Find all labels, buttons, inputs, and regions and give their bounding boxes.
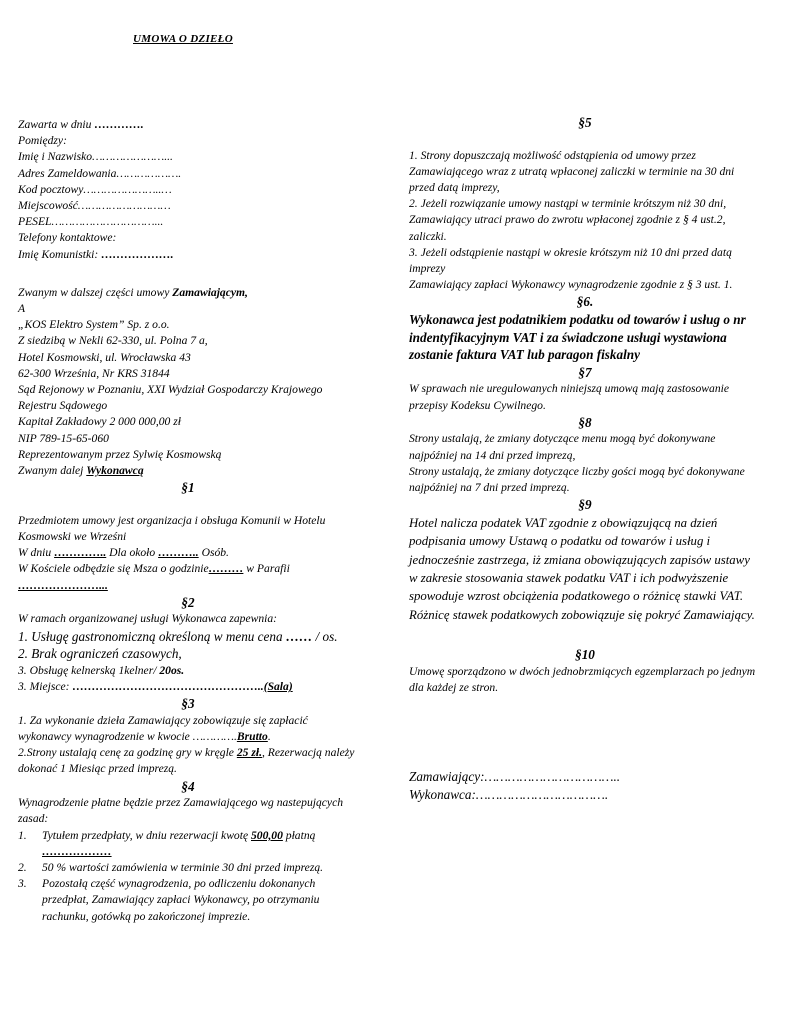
section-2-item: 1. Usługę gastronomiczną określoną w menu cena …… / os. [18, 628, 338, 644]
company-line: NIP 789-15-65-060 [18, 431, 109, 445]
right-column [409, 114, 761, 803]
section-8-para: Strony ustalają, że zmiany dotyczące menu mogą być dokonywane najpóźniej na 14 dni przed imprezą, [409, 432, 716, 462]
section-6-text: Wykonawca jest podatnikiem podatku od towarów i usług o nr indentyfikacyjnym VAT i za świadczone usługi wystawiona zostanie faktura VAT lub paragon fiskalny [409, 312, 746, 363]
header-line: Imię Komunistki: ………………. [18, 247, 174, 261]
company-line: Rejestru Sądowego [18, 399, 108, 413]
section-8-para: Strony ustalają, że zmiany dotyczące liczby gości mogą być dokonywane najpóźniej na 7 dni przed imprezą. [409, 464, 745, 494]
section-10-heading: §10 [575, 647, 595, 663]
company-line: Z siedzibą w Nekli 62-330, ul. Polna 7 a, [18, 334, 208, 348]
header-line: Imię i Nazwisko…………………... [18, 150, 173, 164]
section-9-heading: §9 [578, 497, 592, 513]
section-4-heading: §4 [181, 778, 195, 794]
section-7-text: W sprawach nie uregulowanych niniejszą umową mają zastosowanie przepisy Kodeksu Cywilnego. [409, 382, 729, 412]
left-column [18, 117, 358, 925]
document-title: UMOWA O DZIEŁO [133, 33, 233, 45]
header-line: Kod pocztowy…………………..… [18, 182, 172, 196]
section-1-heading: §1 [181, 480, 195, 496]
company-line: Sąd Rejonowy w Poznaniu, XXI Wydział Gospodarczy Krajowego [18, 383, 323, 397]
company-line: 62-300 Września, Nr KRS 31844 [18, 366, 170, 380]
company-line: Hotel Kosmowski, ul. Wrocławska 43 [18, 350, 191, 364]
section-3-heading: §3 [181, 696, 195, 712]
header-line: Pomiędzy: [18, 134, 67, 148]
section-4-intro: Wynagrodzenie płatne będzie przez Zamawiającego wg nastepujących zasad: [18, 796, 344, 826]
section-2-item: 3. Obsługę kelnerską 1kelner/ 20os. [18, 663, 185, 677]
company-block [18, 317, 358, 463]
section-2-item: 3. Miejsce: …………………………………………..(Sala) [18, 680, 293, 694]
header-line: Miejscowość……………………… [18, 199, 171, 213]
header-line: Zawarta w dniu …………. [18, 118, 144, 131]
header-line: Adres Zameldowania………………. [18, 166, 182, 180]
section-4-item: 3. Pozostałą część wynagrodzenia, po odliczeniu dokonanych przedpłat, Zamawiający zapłaci Wykonawcy, po otrzymaniu rachunku, gotówką po zakończonej imprezie. [18, 877, 320, 923]
section-10-text: Umowę sporządzono w dwóch jednobrzmiących egzemplarzach po jednym dla każdej ze stron. [409, 664, 756, 695]
party-header [18, 117, 358, 263]
section-5-para: 2. Jeżeli rozwiązanie umowy nastąpi w terminie krótszym niż 30 dni, Zamawiający utraci prawo do zwrotu wpłaconej zgodnie z § 4 ust.2, zaliczki. [409, 197, 727, 243]
section-2-heading: §2 [181, 594, 195, 610]
section-4-item: 1. Tytułem przedpłaty, w dniu rezerwacji kwotę 500,00 płatną ……………… [18, 828, 316, 858]
section-4-item: 2. 50 % wartości zamówienia w terminie 30 dni przed imprezą. [18, 861, 324, 875]
section-1-date-line: W dniu ………….. Dla około ……….. Osób. [18, 546, 229, 560]
section-5-heading: §5 [578, 115, 592, 130]
section-2-item: 2. Brak ograniczeń czasowych, [18, 646, 182, 662]
section-5-para: Zamawiający zapłaci Wykonawcy wynagrodzenie zgodnie z § 3 ust. 1. [409, 278, 733, 292]
a-line: A [18, 302, 26, 316]
signature-zamawiajacy: Zamawiający:…………………………….. [409, 769, 621, 785]
header-line: Telefony kontaktowe: [18, 231, 117, 245]
section-3-para: 2.Strony ustalają cenę za godzinę gry w kręgle 25 zł., Rezerwacją należy dokonać 1 Miesiąc przed imprezą. [18, 746, 355, 776]
section-1-church-line: W Kościele odbędzie się Msza o godzinie……… w Parafii [18, 562, 290, 576]
section-3-para: 1. Za wykonanie dzieła Zamawiający zobowiązuje się zapłacić wykonawcy wynagrodzenie w kwocie ………….Brutto. [18, 713, 308, 744]
header-line: PESEL…………………………... [18, 215, 164, 229]
section-6-heading: §6. [576, 294, 594, 310]
company-line: Kapitał Zakładowy 2 000 000,00 zł [18, 415, 181, 429]
section-5-para: 1. Strony dopuszczają możliwość odstąpienia od umowy przez Zamawiającego wraz z utratą wpłaconej zaliczki w terminie na 30 dni przed datą imprezy, [409, 148, 735, 194]
company-line: „KOS Elektro System” Sp. z o.o. [18, 318, 170, 332]
wykonawca-line: Zwanym dalej Wykonawcą [18, 464, 144, 478]
signature-wykonawca: Wykonawca:……………………………. [409, 786, 609, 802]
section-8-heading: §8 [578, 414, 592, 430]
section-9-text: Hotel nalicza podatek VAT zgodnie z obowiązującą na dzień podpisania umowy Ustawą o podatku od towarów i usług i jednocześnie zastrzega, iż zmiana obowiązujących zapisów ustawy w zakresie stosowania stawek podatku VAT i ich podwyższenie spowoduje wzrost obciążenia podatkowego o różnicę stawki VAT. Różnicę stawek podatkowych zobowiązuje się pokryć Zamawiający. [409, 515, 755, 622]
zamawiajacy-line: Zwanym w dalszej części umowy Zamawiającym, [18, 285, 248, 299]
section-7-heading: §7 [578, 364, 592, 380]
section-1-parish-fill: …………………... [18, 578, 108, 592]
section-1-text: Przedmiotem umowy jest organizacja i obsługa Komunii w Hotelu Kosmowski we Wrześni [18, 513, 326, 544]
company-line: Reprezentowanym przez Sylwię Kosmowską [18, 447, 222, 461]
section-2-intro: W ramach organizowanej usługi Wykonawca zapewnia: [18, 612, 278, 626]
section-5-para: 3. Jeżeli odstąpienie nastąpi w okresie krótszym niż 10 dni przed datą imprezy [409, 245, 732, 276]
